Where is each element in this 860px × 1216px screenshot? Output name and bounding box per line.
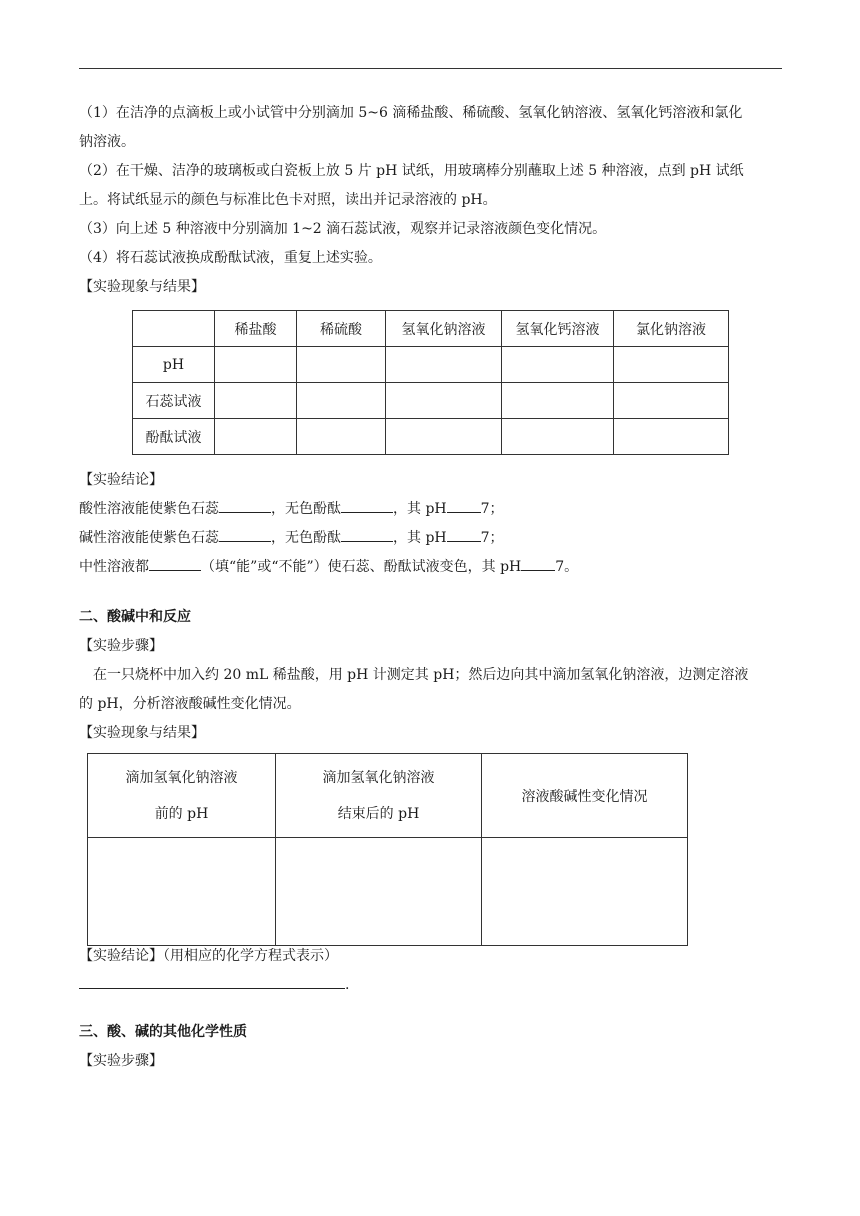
- section1-steps: [79, 99, 784, 302]
- answer-blank[interactable]: [219, 525, 271, 542]
- section2-title: 二、酸碱中和反应: [79, 609, 191, 625]
- equation-blank[interactable]: [79, 974, 345, 989]
- answer-blank[interactable]: [341, 525, 393, 542]
- table-header-cell: [88, 754, 276, 838]
- step-1: （1）在洁净的点滴板上或小试管中分别滴加 5~6 滴稀盐酸、稀硫酸、氢氧化钠溶液、氢氧化钙溶液和氯化: [79, 105, 743, 121]
- step-2: （2）在干燥、洁净的玻璃板或白瓷板上放 5 片 pH 试纸，用玻璃棒分别蘸取上述 5 种溶液，点到 pH 试纸: [79, 163, 744, 179]
- section2-conclusion: [79, 942, 784, 1000]
- table-row: [88, 754, 688, 838]
- conclusion-text: ，其 pH: [393, 501, 447, 517]
- step-1-cont: 钠溶液。: [79, 134, 135, 150]
- conclusion-text: 7；: [480, 501, 504, 517]
- table-cell: [297, 347, 386, 383]
- equation-line: [79, 971, 784, 1000]
- table-header-cell: 氯化钠溶液: [614, 311, 729, 347]
- table-cell: [297, 383, 386, 419]
- table-header-cell: [133, 311, 215, 347]
- conclusion-text: 7。: [555, 559, 579, 575]
- section2-step-cont: 的 pH，分析溶液酸碱性变化情况。: [79, 696, 301, 712]
- table-header-cell: 氢氧化钠溶液: [386, 311, 502, 347]
- table-header-cell: 氢氧化钙溶液: [502, 311, 614, 347]
- table-row: [133, 311, 729, 347]
- answer-blank[interactable]: [149, 554, 201, 571]
- conclusion-text: 中性溶液都: [79, 559, 149, 575]
- step-3: （3）向上述 5 种溶液中分别滴加 1~2 滴石蕊试液，观察并记录溶液颜色变化情况。: [79, 221, 607, 237]
- answer-blank[interactable]: [447, 496, 481, 513]
- table-cell: [502, 383, 614, 419]
- conclusion-acid: [79, 495, 784, 524]
- conclusion-base: [79, 524, 784, 553]
- neutralization-table: [87, 753, 688, 946]
- conclusion-note: （用相应的化学方程式表示）: [163, 948, 338, 964]
- conclusion-text: ，其 pH: [393, 530, 447, 546]
- header-line: 滴加氢氧化钠溶液: [125, 769, 238, 786]
- answer-blank[interactable]: [447, 525, 481, 542]
- period-mark: .: [345, 977, 350, 993]
- section3: [79, 1018, 784, 1076]
- results-heading-1: 【实验现象与结果】: [79, 279, 205, 295]
- results-heading-2: 【实验现象与结果】: [79, 725, 205, 741]
- answer-blank[interactable]: [219, 496, 271, 513]
- table-row: [133, 383, 729, 419]
- conclusion-heading-1: 【实验结论】: [79, 472, 163, 488]
- section3-title: 三、酸、碱的其他化学性质: [79, 1024, 247, 1040]
- row-label-phenolphthalein: 酚酞试液: [133, 419, 215, 455]
- conclusion-text: 7；: [480, 530, 504, 546]
- steps-heading-3: 【实验步骤】: [79, 1053, 163, 1069]
- table-cell: [386, 347, 502, 383]
- table-cell: [502, 419, 614, 455]
- table-cell: [276, 838, 482, 946]
- table-header-cell: 稀硫酸: [297, 311, 386, 347]
- table-row: [133, 347, 729, 383]
- table-cell: [614, 419, 729, 455]
- table-row: [88, 838, 688, 946]
- table-cell: [297, 419, 386, 455]
- header-rule: [79, 68, 782, 69]
- table-row: [133, 419, 729, 455]
- table-cell: [88, 838, 276, 946]
- conclusion-text: 酸性溶液能使紫色石蕊: [79, 501, 219, 517]
- header-line: 结束后的 pH: [337, 805, 420, 822]
- table-cell: [614, 347, 729, 383]
- conclusion-neutral: [79, 553, 784, 582]
- table-header-cell: 稀盐酸: [215, 311, 297, 347]
- conclusion-text: ，无色酚酞: [271, 530, 341, 546]
- header-line: 前的 pH: [154, 805, 209, 822]
- answer-blank[interactable]: [341, 496, 393, 513]
- section2-step: 在一只烧杯中加入约 20 mL 稀盐酸，用 pH 计测定其 pH；然后边向其中滴加氢氧化钠溶液，边测定溶液: [93, 667, 749, 683]
- header-line: 滴加氢氧化钠溶液: [322, 769, 435, 786]
- table-cell: [215, 347, 297, 383]
- conclusion-text: 碱性溶液能使紫色石蕊: [79, 530, 219, 546]
- conclusion-heading-2: [79, 942, 784, 971]
- table-header-cell: [276, 754, 482, 838]
- row-label-ph: pH: [133, 347, 215, 383]
- step-2-cont: 上。将试纸显示的颜色与标准比色卡对照，读出并记录溶液的 pH。: [79, 192, 497, 208]
- conclusion-text: ，无色酚酞: [271, 501, 341, 517]
- table-cell: [614, 383, 729, 419]
- indicator-table: [132, 310, 729, 455]
- conclusion-heading-text: 【实验结论】: [79, 948, 163, 964]
- row-label-litmus: 石蕊试液: [133, 383, 215, 419]
- table-cell: [386, 383, 502, 419]
- table-cell: [502, 347, 614, 383]
- conclusion-text: （填“能”或“不能”）使石蕊、酚酞试液变色，其 pH: [201, 559, 522, 575]
- table-cell: [482, 838, 688, 946]
- steps-heading-2: 【实验步骤】: [79, 638, 163, 654]
- section2: [79, 603, 784, 748]
- table-header-cell: 溶液酸碱性变化情况: [482, 754, 688, 838]
- section1-conclusion: [79, 466, 784, 582]
- table-cell: [386, 419, 502, 455]
- table-cell: [215, 419, 297, 455]
- answer-blank[interactable]: [521, 554, 555, 571]
- step-4: （4）将石蕊试液换成酚酞试液，重复上述实验。: [79, 250, 382, 266]
- table-cell: [215, 383, 297, 419]
